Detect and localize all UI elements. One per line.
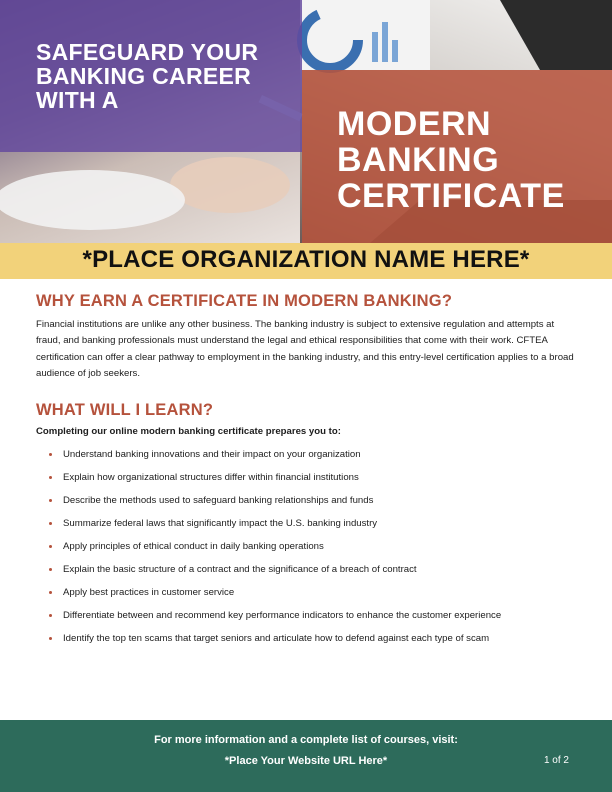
list-item: Identify the top ten scams that target seniors and articulate how to defend against each type of scam — [36, 627, 581, 650]
page-number: 1 of 2 — [543, 755, 569, 766]
list-item: Differentiate between and recommend key performance indicators to enhance the customer experience — [36, 604, 581, 627]
organization-name: *PLACE ORGANIZATION NAME HERE* — [82, 246, 530, 273]
footer-website-url[interactable]: *Place Your Website URL Here* — [224, 755, 388, 767]
footer-info-text: For more information and a complete list of courses, visit: — [154, 734, 458, 746]
learning-outcomes-list — [36, 443, 581, 650]
list-item: Summarize federal laws that significantly impact the U.S. banking industry — [36, 512, 581, 535]
bullet-icon — [49, 476, 52, 479]
headline-left: SAFEGUARD YOUR BANKING CAREER WITH A — [36, 39, 259, 113]
organization-band — [0, 243, 612, 279]
hero-banner — [0, 0, 612, 243]
list-item: Explain how organizational structures differ within financial institutions — [36, 466, 581, 489]
main-content — [36, 292, 581, 650]
bullet-icon — [49, 568, 52, 571]
bullet-icon — [49, 453, 52, 456]
bullet-icon — [49, 591, 52, 594]
list-item: Describe the methods used to safeguard banking relationships and funds — [36, 489, 581, 512]
section-heading-learn: WHAT WILL I LEARN? — [36, 400, 214, 419]
list-item: Apply principles of ethical conduct in daily banking operations — [36, 535, 581, 558]
list-item: Explain the basic structure of a contract and the significance of a breach of contract — [36, 558, 581, 581]
headline-right: MODERN BANKING CERTIFICATE — [337, 105, 565, 215]
bullet-icon — [49, 545, 52, 548]
bullet-icon — [49, 499, 52, 502]
learn-intro: Completing our online modern banking certificate prepares you to: — [36, 425, 341, 437]
section-body-why: Financial institutions are unlike any other business. The banking industry is subject to extensive regulation and attempts at fraud, and banking professionals must understand the legal and ethical responsibilities that come with their work. CFTEA certification can offer a clear pathway to employment in the banking industry, and this entry-level certification applies to a broad audience of job seekers. — [36, 319, 574, 380]
footer-band — [0, 720, 612, 792]
bullet-icon — [49, 637, 52, 640]
section-heading-why: WHY EARN A CERTIFICATE IN MODERN BANKING? — [36, 292, 453, 310]
list-item: Apply best practices in customer service — [36, 581, 581, 604]
list-item: Understand banking innovations and their impact on your organization — [36, 443, 581, 466]
bullet-icon — [49, 614, 52, 617]
bullet-icon — [49, 522, 52, 525]
